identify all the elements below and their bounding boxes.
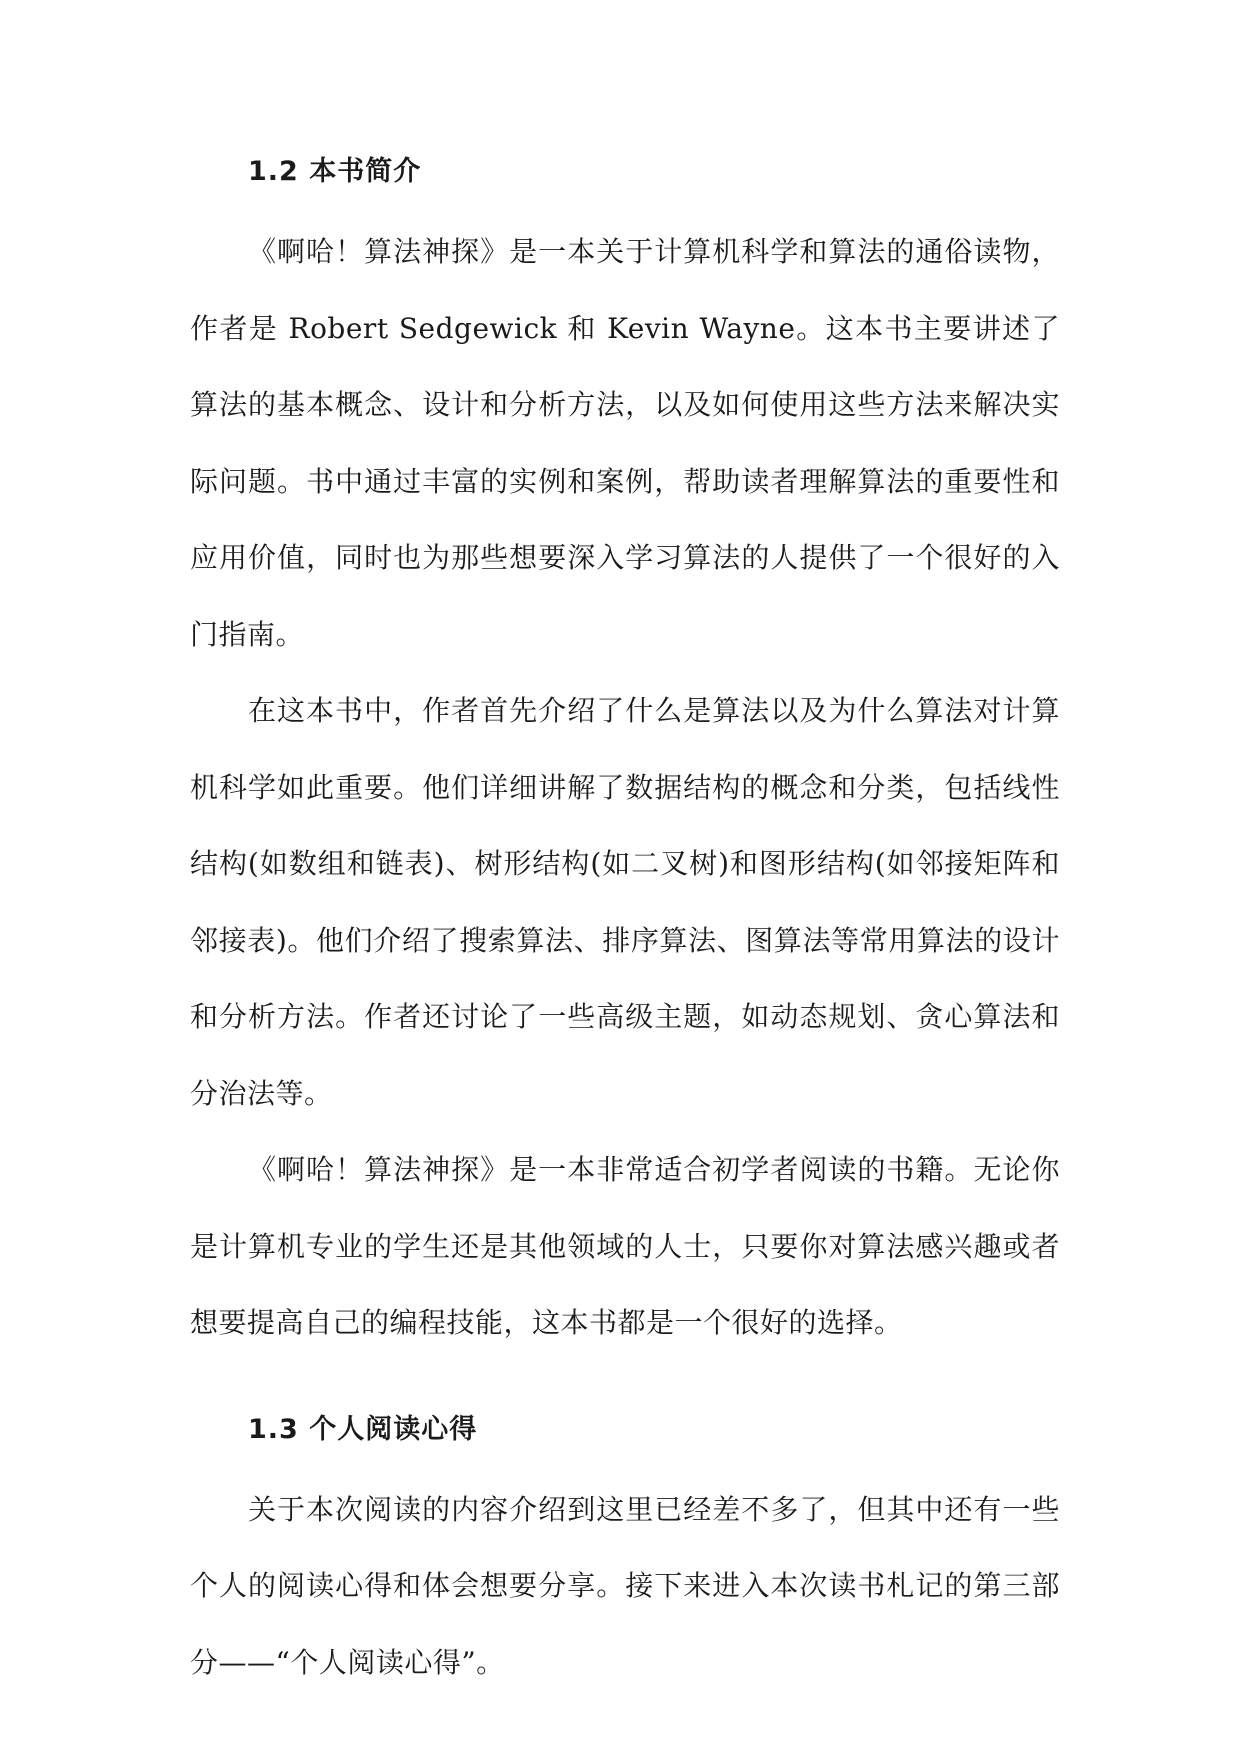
paragraph-book-content: 在这本书中，作者首先介绍了什么是算法以及为什么算法对计算机科学如此重要。他们详细讲解了数据结构的概念和分类，包括线性结构(如数组和链表)、树形结构(如二叉树)和图形结构(如邻接矩阵和邻接表)。他们介绍了搜索算法、排序算法、图算法等常用算法的设计和分析方法。作者还讨论了一些高级主题，如动态规划、贪心算法和分治法等。: [190, 694, 1060, 1110]
paragraph-reading-notes: 关于本次阅读的内容介绍到这里已经差不多了，但其中还有一些个人的阅读心得和体会想要分享。接下来进入本次读书札记的第三部分——“个人阅读心得”。: [190, 1492, 1060, 1679]
section-heading-1-2: 1.2 本书简介: [248, 156, 422, 187]
section-heading-1-3: 1.3 个人阅读心得: [248, 1413, 478, 1445]
paragraph-book-intro: 《啊哈！算法神探》是一本关于计算机科学和算法的通俗读物，作者是 Robert Sedgewick 和 Kevin Wayne。这本书主要讲述了算法的基本概念、设计和分析方法，以及如何使用这些方法来解决实际问题。书中通过丰富的实例和案例，帮助读者理解算法的重要性和应用价值，同时也为那些想要深入学习算法的人提供了一个很好的入门指南。: [190, 235, 1060, 651]
paragraph-book-recommendation: 《啊哈！算法神探》是一本非常适合初学者阅读的书籍。无论你是计算机专业的学生还是其他领域的人士，只要你对算法感兴趣或者想要提高自己的编程技能，这本书都是一个很好的选择。: [190, 1153, 1060, 1339]
document-page: [190, 140, 1060, 1701]
